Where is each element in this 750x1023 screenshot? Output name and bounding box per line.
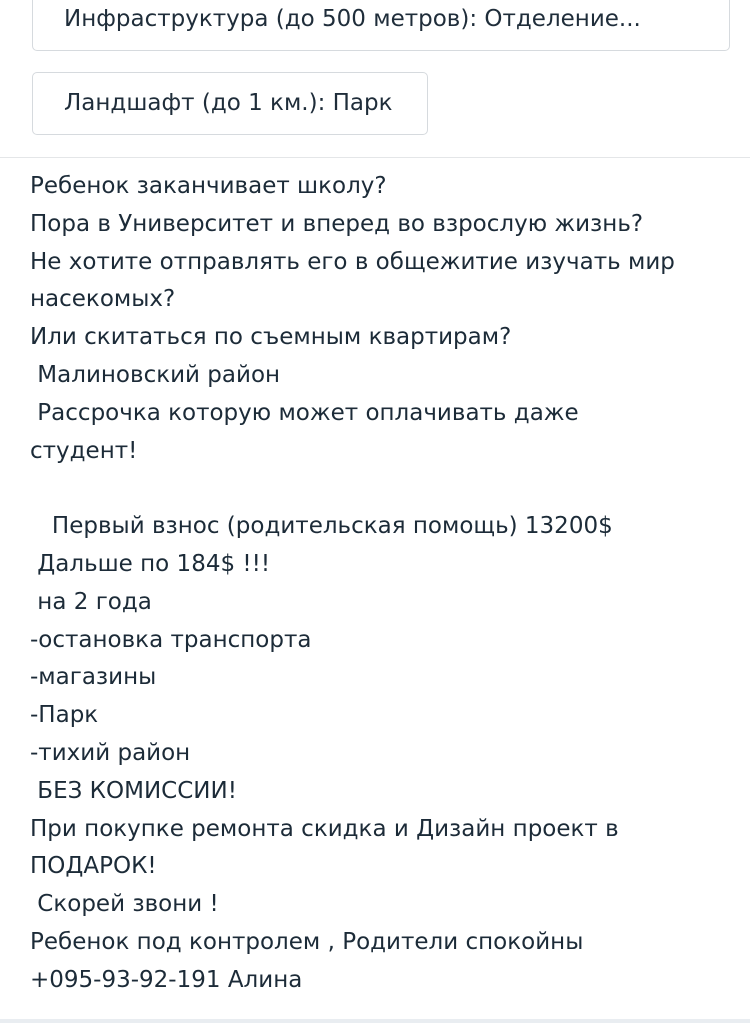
section-divider: [0, 157, 750, 158]
description-line: Пора в Университет и вперед во взрослую жизнь?: [30, 210, 644, 237]
description-line: Рассрочка которую может оплачивать даже: [30, 399, 579, 426]
description-line: -тихий район: [30, 739, 191, 766]
description-line: насекомых?: [30, 286, 176, 313]
description-line: -Парк: [30, 702, 99, 729]
description-line: -остановка транспорта: [30, 626, 312, 653]
description-line: студент!: [30, 437, 138, 464]
description-line: +095-93-92-191 Алина: [30, 966, 303, 993]
description-line: Дальше по 184$ !!!: [30, 550, 271, 577]
tag-infrastructure-label: Инфраструктура (до 500 метров): Отделение...: [64, 6, 641, 32]
listing-description: [30, 168, 735, 1000]
description-line: [30, 470, 735, 508]
description-line: Малиновский район: [30, 361, 281, 388]
listing-features: [0, 0, 750, 158]
description-line: ПОДАРОК!: [30, 853, 157, 880]
description-line: Скорей звони !: [30, 891, 219, 918]
tag-landscape-label: Ландшафт (до 1 км.): Парк: [64, 90, 393, 116]
bottom-divider: [0, 1019, 750, 1023]
description-line: на 2 года: [30, 588, 152, 615]
description-line: При покупке ремонта скидка и Дизайн проект в: [30, 815, 619, 842]
description-line: Первый взнос (родительская помощь) 13200$: [30, 513, 613, 540]
description-line: БЕЗ КОМИССИИ!: [30, 777, 237, 804]
tag-infrastructure[interactable]: [32, 0, 730, 51]
description-line: Или скитаться по съемным квартирам?: [30, 324, 512, 351]
description-line: -магазины: [30, 664, 157, 691]
description-line: Ребенок заканчивает школу?: [30, 173, 387, 199]
description-line: Ребенок под контролем , Родители спокойны: [30, 928, 584, 955]
description-line: Не хотите отправлять его в общежитие изучать мир: [30, 248, 675, 275]
tag-landscape[interactable]: [32, 72, 428, 135]
